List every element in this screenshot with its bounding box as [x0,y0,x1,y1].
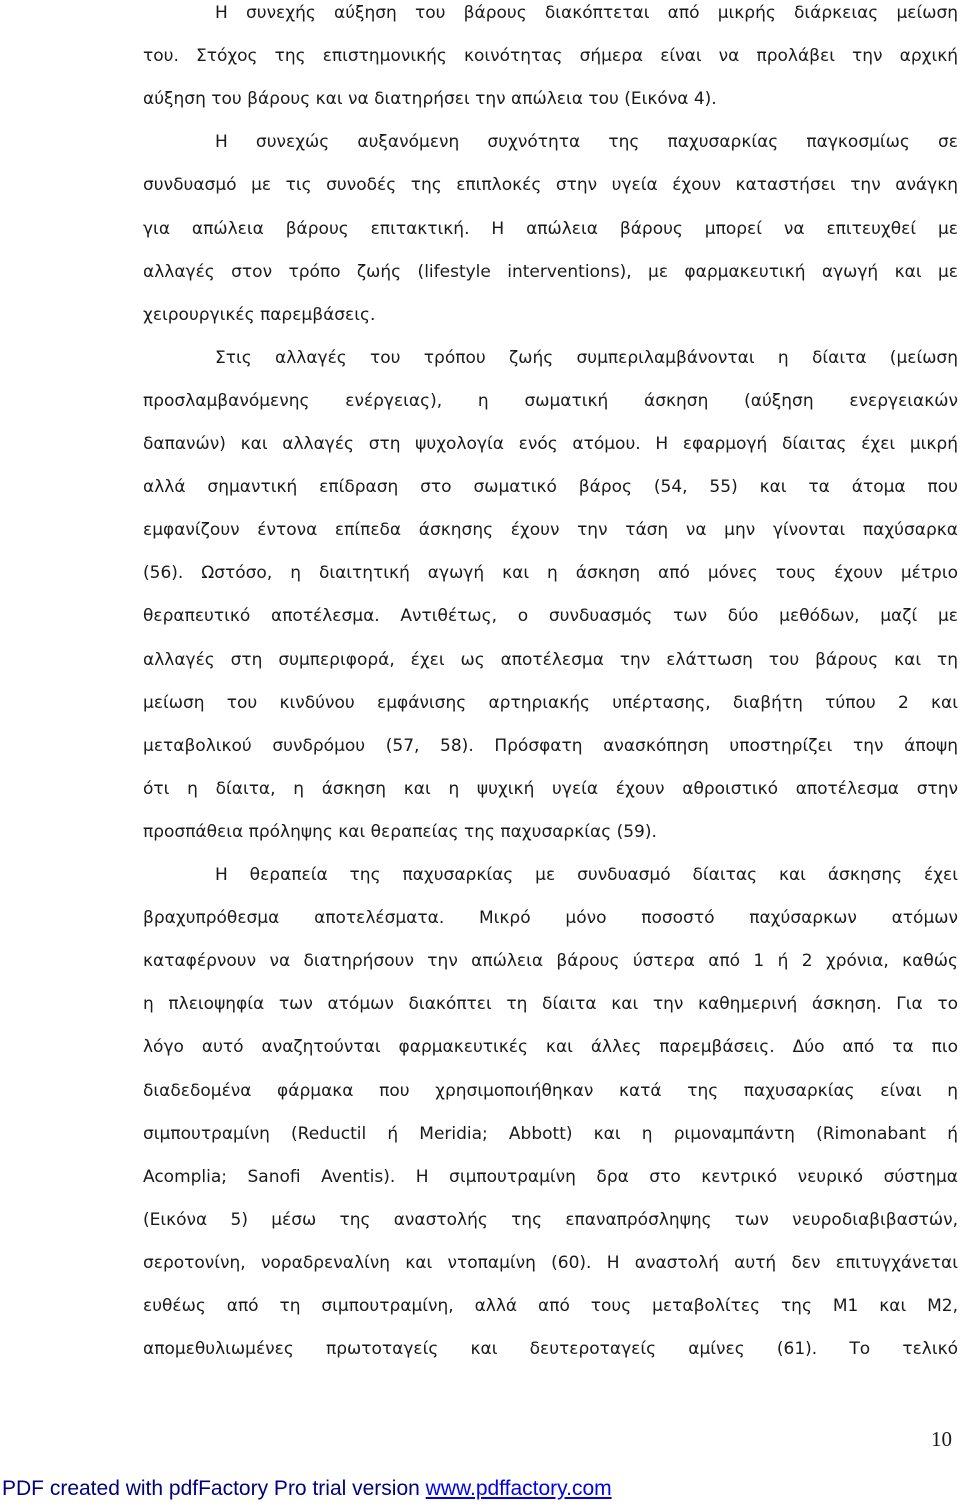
text-line: Στις αλλαγές του τρόπου ζωής συμπεριλαμβάνονται η δίαιτα (μείωση [215,347,958,368]
footer-link[interactable]: www.pdffactory.com [425,1477,612,1500]
text-line: Η συνεχής αύξηση του βάρους διακόπτεται από μικρής διάρκειας μείωση [215,3,958,23]
text-line: η πλειοψηφία των ατόμων διακόπτει τη δίαιτα και την καθημερινή άσκηση. Για το [143,994,958,1015]
text-line: (56). Ωστόσο, η διαιτητική αγωγή και η άσκηση από μόνες τους έχουν μέτριο [143,563,958,584]
text-line: λόγο αυτό αναζητούνται φαρμακευτικές και άλλες παρεμβάσεις. Δύο από τα πιο [143,1037,958,1058]
text-line: καταφέρνουν να διατηρήσουν την απώλεια βάρους ύστερα από 1 ή 2 χρόνια, καθώς [143,951,958,972]
text-line: δαπανών) και αλλαγές στη ψυχολογία ενός ατόμου. Η εφαρμογή δίαιτας έχει μικρή [143,434,958,454]
text-line: αλλαγές στον τρόπο ζωής (lifestyle interventions), με φαρμακευτική αγωγή και με [143,261,958,282]
text-line: Η θεραπεία της παχυσαρκίας με συνδυασμό δίαιτας και άσκησης έχει [215,865,958,885]
text-line: προσλαμβανόμενης ενέργειας), η σωματική άσκηση (αύξηση ενεργειακών [143,390,958,411]
text-line: για απώλεια βάρους επιτακτική. Η απώλεια βάρους μπορεί να επιτευχθεί με [143,218,958,239]
pdf-footer [2,1477,612,1501]
text-line: μείωση του κινδύνου εμφάνισης αρτηριακής υπέρτασης, διαβήτη τύπου 2 και [143,692,958,713]
text-line: Acomplia; Sanofi Aventis). Η σιμπουτραμίνη δρα στο κεντρικό νευρικό σύστημα [143,1166,958,1187]
text-line: Η συνεχώς αυξανόμενη συχνότητα της παχυσαρκίας παγκοσμίως σε [215,132,958,153]
text-line: προσπάθεια πρόληψης και θεραπείας της παχυσαρκίας (59). [143,821,657,842]
text-line: σεροτονίνη, νοραδρεναλίνη και ντοπαμίνη (60). Η αναστολή αυτή δεν επιτυγχάνεται [143,1252,958,1273]
text-line: απομεθυλιωμένες πρωτοταγείς και δευτεροταγείς αμίνες (61). Το τελικό [143,1339,958,1360]
text-line: ότι η δίαιτα, η άσκηση και η ψυχική υγεία έχουν αθροιστικό αποτέλεσμα στην [143,778,958,799]
text-line: μεταβολικού συνδρόμου (57, 58). Πρόσφατη ανασκόπηση υποστηρίζει την άποψη [143,735,958,756]
text-line: (Εικόνα 5) μέσω της αναστολής της επαναπρόσληψης των νευροδιαβιβαστών, [143,1209,958,1230]
text-line: αλλά σημαντική επίδραση στο σωματικό βάρος (54, 55) και τα άτομα που [143,477,958,498]
text-line: συνδυασμό με τις συνοδές της επιπλοκές στην υγεία έχουν καταστήσει την ανάγκη [143,175,958,196]
text-line: αύξηση του βάρους και να διατηρήσει την απώλεια του (Εικόνα 4). [143,89,717,110]
text-line: βραχυπρόθεσμα αποτελέσματα. Μικρό μόνο ποσοστό παχύσαρκων ατόμων [143,908,958,929]
text-line: αλλαγές στη συμπεριφορά, έχει ως αποτέλεσμα την ελάττωση του βάρους και τη [143,649,958,670]
text-line: σιμπουτραμίνη (Reductil ή Meridia; Abbott) και η ριμοναμπάντη (Rimonabant ή [143,1123,958,1144]
text-line: διαδεδομένα φάρμακα που χρησιμοποιήθηκαν κατά της παχυσαρκίας είναι η [143,1080,958,1101]
page-number: 10 [931,1427,952,1451]
text-line: του. Στόχος της επιστημονικής κοινότητας σήμερα είναι να προλάβει την αρχική [143,46,958,67]
text-line: ευθέως από τη σιμπουτραμίνη, αλλά από τους μεταβολίτες της Μ1 και Μ2, [143,1296,958,1316]
footer-text: PDF created with pdfFactory Pro trial version [2,1477,426,1500]
text-line: θεραπευτικό αποτέλεσμα. Αντιθέτως, ο συνδυασμός των δύο μεθόδων, μαζί με [143,606,958,627]
text-line: χειρουργικές παρεμβάσεις. [143,304,376,325]
text-line: εμφανίζουν έντονα επίπεδα άσκησης έχουν την τάση να μην γίνονται παχύσαρκα [143,520,958,541]
